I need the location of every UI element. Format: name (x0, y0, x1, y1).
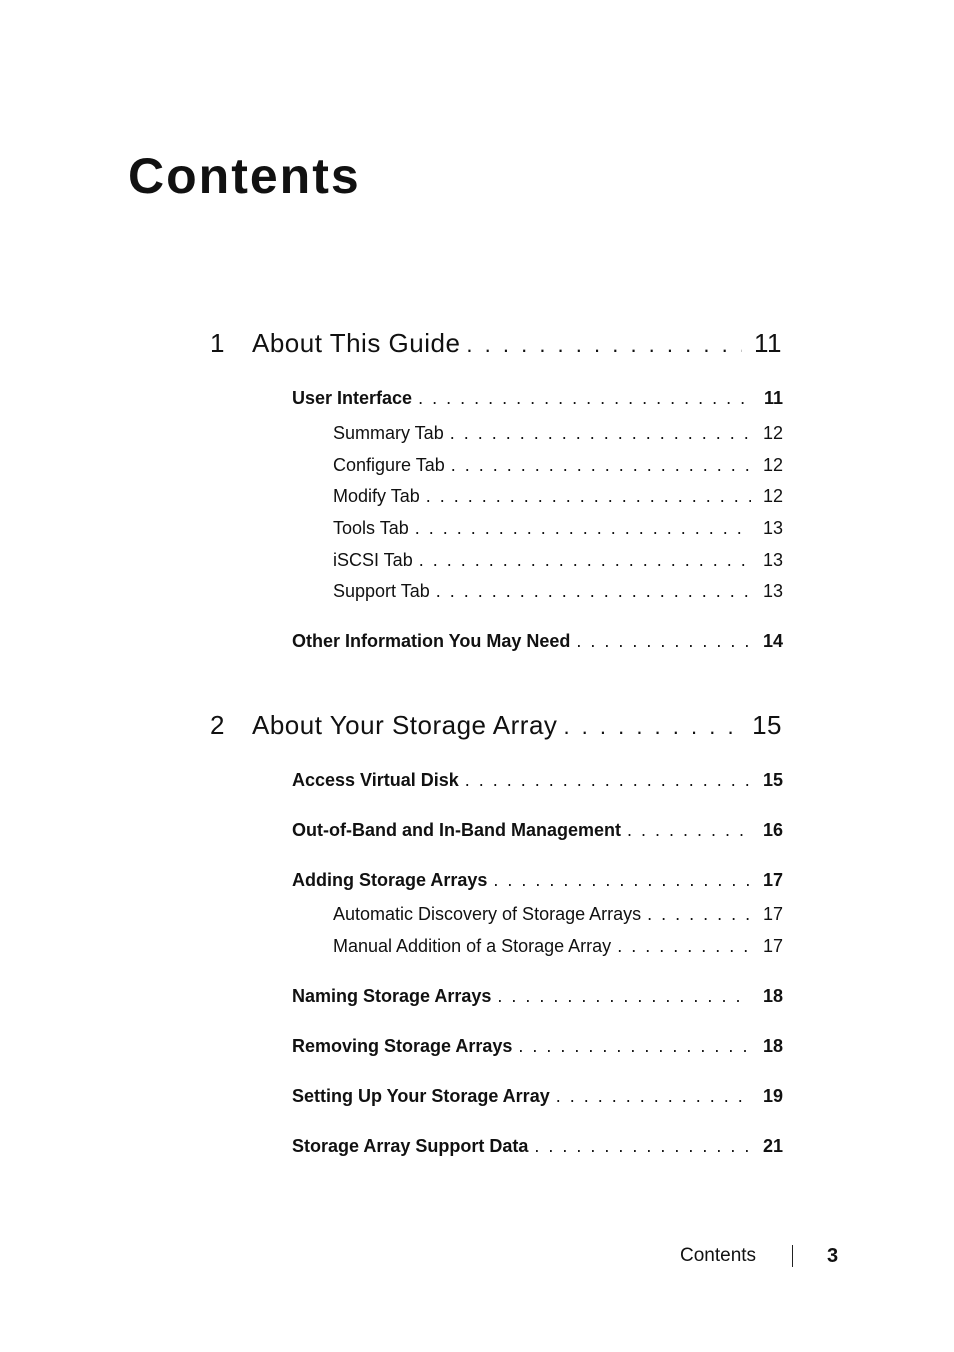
toc-subsection-tools-tab[interactable] (333, 518, 783, 539)
dot-leader (627, 820, 751, 841)
section-page: 14 (762, 631, 783, 651)
dot-leader (426, 486, 751, 507)
chapter-number: 2 (210, 710, 225, 740)
section-page: 19 (762, 1086, 783, 1106)
subsection-title: iSCSI Tab (333, 550, 413, 570)
footer-divider (792, 1245, 793, 1267)
toc-chapter-2[interactable] (210, 710, 782, 741)
dot-leader (465, 770, 751, 791)
subsection-page: 12 (762, 423, 783, 443)
subsection-page: 17 (762, 904, 783, 924)
subsection-title: Summary Tab (333, 423, 444, 443)
section-title: Other Information You May Need (292, 631, 571, 651)
section-title: Storage Array Support Data (292, 1136, 529, 1156)
toc-section-user-interface[interactable] (292, 388, 783, 409)
dot-leader (450, 423, 751, 444)
subsection-title: Automatic Discovery of Storage Arrays (333, 904, 642, 924)
page-footer (680, 1242, 842, 1270)
section-page: 21 (762, 1136, 783, 1156)
section-title: Naming Storage Arrays (292, 986, 492, 1006)
toc-chapter-1[interactable] (210, 328, 782, 359)
section-page: 11 (763, 388, 783, 408)
subsection-page: 13 (762, 581, 783, 601)
subsection-title: Manual Addition of a Storage Array (333, 936, 612, 956)
toc-section-adding-storage-arrays[interactable] (292, 870, 783, 891)
dot-leader (436, 581, 751, 602)
dot-leader (534, 1136, 751, 1157)
toc-subsection-modify-tab[interactable] (333, 486, 783, 507)
subsection-title: Modify Tab (333, 486, 420, 506)
section-page: 16 (762, 820, 783, 840)
section-title: Adding Storage Arrays (292, 870, 488, 890)
section-page: 15 (762, 770, 783, 790)
chapter-number: 1 (210, 328, 225, 358)
toc-section-storage-array-support-data[interactable] (292, 1136, 783, 1157)
dot-leader (497, 986, 751, 1007)
dot-leader (556, 1086, 751, 1107)
dot-leader (617, 936, 751, 957)
toc-subsection-iscsi-tab[interactable] (333, 550, 783, 571)
toc-subsection-summary-tab[interactable] (333, 423, 783, 444)
toc-subsection-automatic-discovery[interactable] (333, 904, 783, 925)
subsection-title: Tools Tab (333, 518, 409, 538)
subsection-page: 12 (762, 455, 783, 475)
toc-section-access-virtual-disk[interactable] (292, 770, 783, 791)
subsection-page: 12 (762, 486, 783, 506)
toc-section-out-of-band-management[interactable] (292, 820, 783, 841)
subsection-page: 17 (762, 936, 783, 956)
toc-subsection-manual-addition[interactable] (333, 936, 783, 957)
footer-label: Contents (680, 1245, 757, 1266)
section-page: 18 (762, 986, 783, 1006)
subsection-title: Support Tab (333, 581, 430, 601)
toc-section-other-information[interactable] (292, 631, 783, 652)
subsection-page: 13 (762, 550, 783, 570)
dot-leader (576, 631, 751, 652)
toc-section-removing-storage-arrays[interactable] (292, 1036, 783, 1057)
section-page: 17 (762, 870, 783, 890)
section-page: 18 (762, 1036, 783, 1056)
dot-leader (415, 518, 751, 539)
dot-leader (466, 332, 742, 358)
toc-section-setting-up-storage-array[interactable] (292, 1086, 783, 1107)
toc-subsection-configure-tab[interactable] (333, 455, 783, 476)
section-title: Access Virtual Disk (292, 770, 459, 790)
chapter-title: About This Guide (252, 328, 461, 358)
section-title: Removing Storage Arrays (292, 1036, 513, 1056)
dot-leader (647, 904, 751, 925)
toc-section-naming-storage-arrays[interactable] (292, 986, 783, 1007)
chapter-page: 15 (752, 710, 782, 740)
dot-leader (563, 714, 742, 740)
dot-leader (451, 455, 751, 476)
dot-leader (518, 1036, 751, 1057)
chapter-page: 11 (754, 328, 782, 358)
section-title: Out-of-Band and In-Band Management (292, 820, 621, 840)
subsection-title: Configure Tab (333, 455, 445, 475)
footer-page-number: 3 (827, 1244, 839, 1267)
section-title: User Interface (292, 388, 413, 408)
toc-subsection-support-tab[interactable] (333, 581, 783, 602)
section-title: Setting Up Your Storage Array (292, 1086, 550, 1106)
dot-leader (418, 388, 751, 409)
chapter-title: About Your Storage Array (252, 710, 558, 740)
dot-leader (493, 870, 751, 891)
dot-leader (419, 550, 751, 571)
subsection-page: 13 (762, 518, 783, 538)
page-title: Contents (128, 148, 361, 204)
